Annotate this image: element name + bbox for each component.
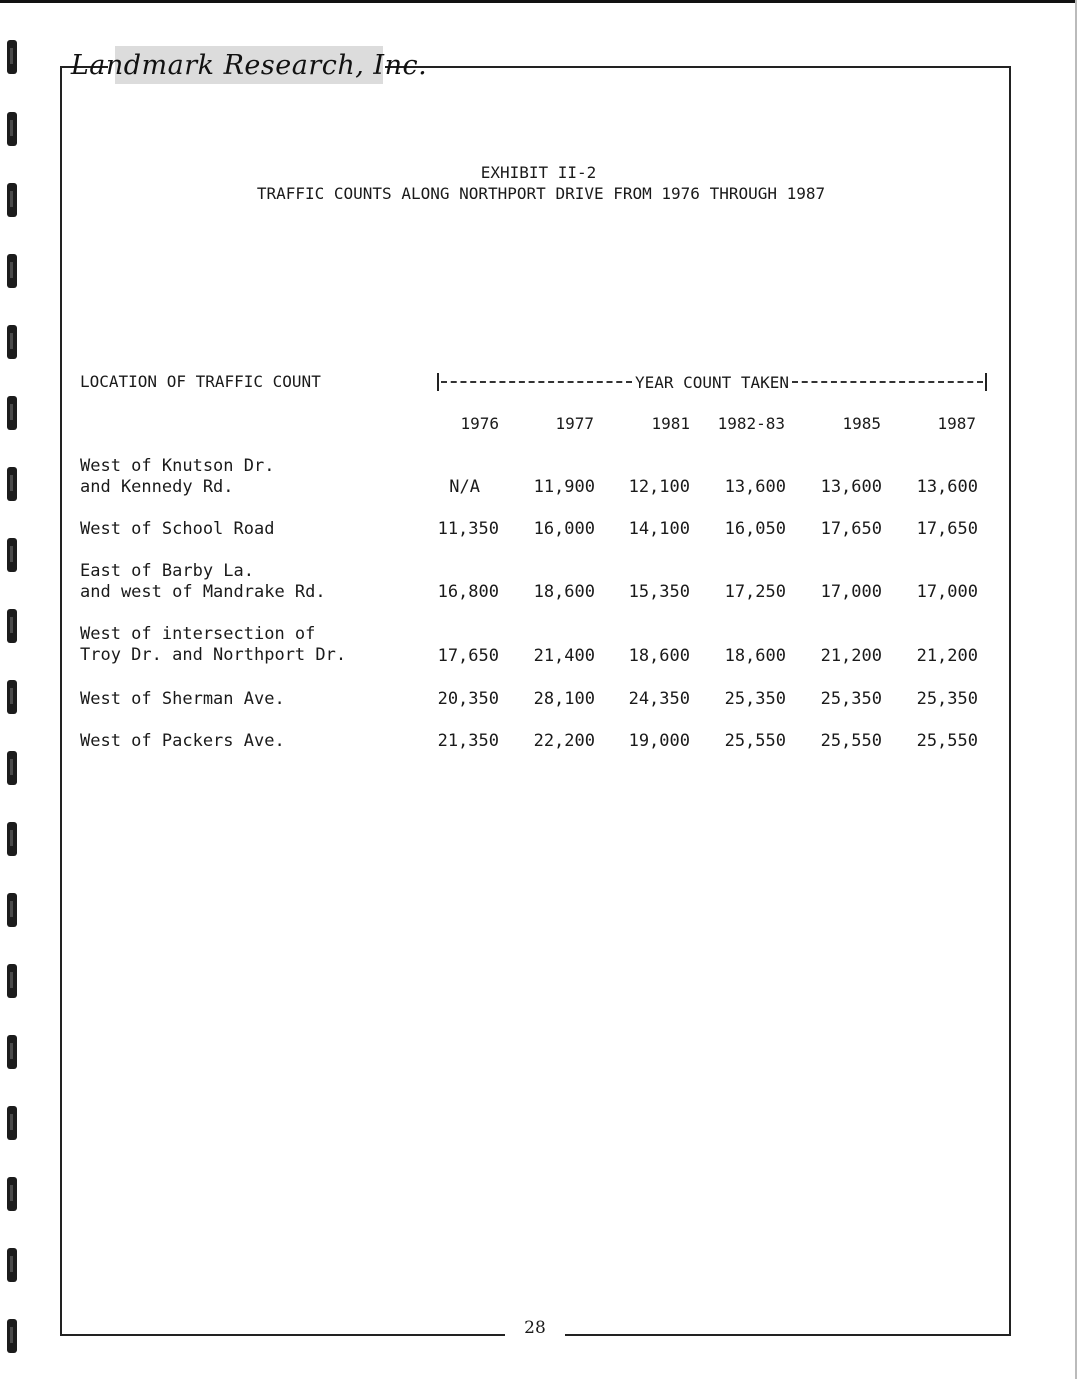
punch-hole <box>7 40 17 74</box>
table-cell: 18,600 <box>533 582 595 602</box>
table-cell: 14,100 <box>628 519 690 539</box>
table-cell: 21,350 <box>437 731 499 751</box>
table-cell: 16,050 <box>724 519 786 539</box>
table-cell: 16,800 <box>437 582 499 602</box>
row-label-line: and west of Mandrake Rd. <box>80 582 326 602</box>
punch-hole <box>7 822 17 856</box>
row-label-line: West of intersection of <box>80 624 316 644</box>
year-header-1976: 1976 <box>460 414 499 433</box>
table-row-label <box>80 456 274 498</box>
exhibit-heading <box>0 162 1077 204</box>
table-cell: 28,100 <box>533 689 595 709</box>
table-cell: 25,550 <box>724 731 786 751</box>
company-logo <box>70 46 428 84</box>
row-label-line: West of Packers Ave. <box>80 731 285 751</box>
punch-hole <box>7 1106 17 1140</box>
punch-hole <box>7 467 17 501</box>
table-cell: 22,200 <box>533 731 595 751</box>
table-cell: 25,550 <box>820 731 882 751</box>
table-cell: 18,600 <box>724 646 786 666</box>
year-header-1982-83: 1982-83 <box>717 414 785 433</box>
punch-hole <box>7 538 17 572</box>
year-header-1977: 1977 <box>555 414 594 433</box>
row-label-line: West of School Road <box>80 519 275 539</box>
table-cell: 25,350 <box>820 689 882 709</box>
table-row-label <box>80 561 326 603</box>
page-number: 28 <box>524 1318 546 1338</box>
exhibit-title: EXHIBIT II-2 <box>480 163 597 182</box>
year-count-taken-label: YEAR COUNT TAKEN <box>634 372 790 392</box>
row-label-line: East of Barby La. <box>80 561 254 581</box>
punch-hole <box>7 893 17 927</box>
table-cell: 24,350 <box>628 689 690 709</box>
span-bracket-right <box>985 373 987 391</box>
row-label-line: Troy Dr. and Northport Dr. <box>80 645 347 665</box>
row-label-line: and Kennedy Rd. <box>80 477 234 497</box>
punch-hole <box>7 680 17 714</box>
location-column-header: LOCATION OF TRAFFIC COUNT <box>80 372 321 391</box>
punch-hole <box>7 751 17 785</box>
table-cell: 17,000 <box>820 582 882 602</box>
table-cell: 25,350 <box>916 689 978 709</box>
punch-hole <box>7 325 17 359</box>
year-span-header <box>437 372 987 392</box>
frame-top-rule-right <box>385 66 1009 68</box>
table-row-label <box>80 624 346 666</box>
table-cell: 16,000 <box>533 519 595 539</box>
table-row-label <box>80 519 274 540</box>
table-row-label <box>80 689 285 710</box>
punch-hole <box>7 609 17 643</box>
table-cell: 21,200 <box>916 646 978 666</box>
logo-text: Landmark Research, Inc. <box>70 49 428 81</box>
table-cell: 20,350 <box>437 689 499 709</box>
span-dash-left <box>441 381 632 383</box>
table-cell: 12,100 <box>628 477 690 497</box>
table-cell: 21,200 <box>820 646 882 666</box>
punch-hole <box>7 964 17 998</box>
exhibit-subtitle: TRAFFIC COUNTS ALONG NORTHPORT DRIVE FROM 1976 THROUGH 1987 <box>256 184 826 203</box>
span-bracket-left <box>437 373 439 391</box>
table-cell: 17,000 <box>916 582 978 602</box>
table-cell: 25,550 <box>916 731 978 751</box>
punch-hole <box>7 1248 17 1282</box>
table-cell: 19,000 <box>628 731 690 751</box>
table-cell: 11,900 <box>533 477 595 497</box>
punch-hole <box>7 254 17 288</box>
page-top-edge <box>0 0 1077 3</box>
table-cell: 18,600 <box>628 646 690 666</box>
table-row-label <box>80 731 285 752</box>
punch-hole <box>7 1177 17 1211</box>
year-header-1981: 1981 <box>651 414 690 433</box>
span-dash-right <box>792 381 983 383</box>
row-label-line: West of Knutson Dr. <box>80 456 275 476</box>
table-cell: 13,600 <box>916 477 978 497</box>
punch-hole <box>7 112 17 146</box>
punch-hole <box>7 396 17 430</box>
table-cell: 11,350 <box>437 519 499 539</box>
table-cell: 17,650 <box>820 519 882 539</box>
punch-hole <box>7 1035 17 1069</box>
table-cell: 17,250 <box>724 582 786 602</box>
table-cell: N/A <box>449 477 480 497</box>
table-cell: 13,600 <box>820 477 882 497</box>
table-cell: 15,350 <box>628 582 690 602</box>
row-label-line: West of Sherman Ave. <box>80 689 285 709</box>
year-header-1985: 1985 <box>842 414 881 433</box>
table-cell: 13,600 <box>724 477 786 497</box>
table-cell: 21,400 <box>533 646 595 666</box>
table-cell: 17,650 <box>437 646 499 666</box>
punch-hole <box>7 1319 17 1353</box>
table-cell: 25,350 <box>724 689 786 709</box>
table-cell: 17,650 <box>916 519 978 539</box>
year-header-1987: 1987 <box>937 414 976 433</box>
